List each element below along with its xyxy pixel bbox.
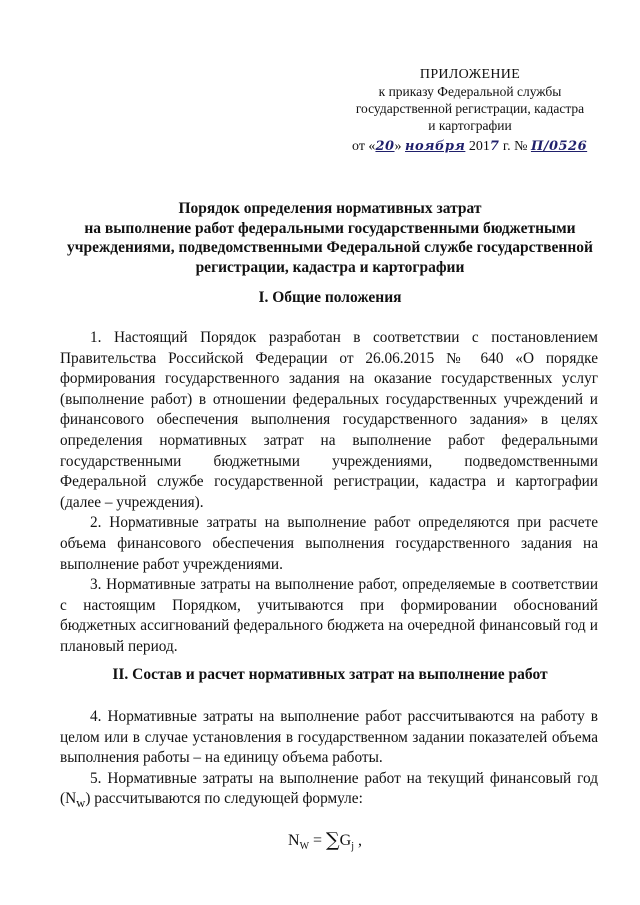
appendix-line: государственной регистрации, кадастра: [355, 101, 585, 116]
order-year-digit-handwritten: 7: [489, 139, 500, 154]
paragraph-1: 1. Настоящий Порядок разработан в соответствии с постановлением Правительства Российской Федерации от 26.06.2015 № 640 «О порядке формирования государственного задания на оказание государственных услуг (выполнение работ) в отношении федеральных государственных учреждений и финансового обеспечения выполнения государственного задания» в целях определения нормативных затрат на выполнение работ федеральными государственными бюджетными учреждениями, подведомственными Федеральной службе государственной регистрации, кадастра и картографии (далее – учреждения).: [60, 329, 598, 511]
order-number-handwritten: П/0526: [530, 139, 588, 154]
formula-lhs-sub: W: [299, 841, 310, 853]
appendix-title: ПРИЛОЖЕНИЕ: [419, 67, 521, 82]
order-prefix: от «: [352, 139, 376, 154]
paragraph-5: [60, 769, 598, 814]
paragraph-5-end: ) рассчитываются по следующей формуле:: [85, 790, 363, 808]
sum-symbol: ∑: [326, 829, 340, 851]
section-1-heading: I. Общие положения: [258, 289, 402, 306]
section-2-heading: II. Состав и расчет нормативных затрат на выполнение работ: [112, 666, 548, 683]
title-line: регистрации, кадастра и картографии: [195, 258, 465, 276]
formula-lhs: N: [288, 832, 300, 849]
order-year-prefix: 201: [465, 139, 490, 154]
formula-rhs-sub: j: [351, 841, 354, 853]
order-month-handwritten: ноября: [405, 139, 466, 154]
appendix-header: [330, 66, 610, 134]
title-line: на выполнение работ федеральными государственными бюджетными: [84, 219, 576, 237]
formula-eq: =: [309, 832, 327, 849]
order-mid1: »: [394, 139, 406, 154]
formula-rhs: G: [339, 832, 352, 849]
paragraph-5-subscript: w: [76, 796, 86, 811]
formula: [288, 829, 362, 852]
formula-tail: ,: [353, 832, 362, 849]
paragraph-3: 3. Нормативные затраты на выполнение работ, определяемые в соответствии с настоящим Порядком, учитываются при формировании обоснований бюджетных ассигнований федерального бюджета на очередной финансовый год и плановый период.: [60, 576, 598, 655]
section-1-body: [60, 328, 598, 658]
order-date-number: [352, 139, 612, 155]
appendix-line: и картографии: [428, 118, 512, 133]
section-2-body: [60, 707, 598, 814]
order-mid2: г. №: [499, 139, 531, 154]
order-day-handwritten: 20: [375, 139, 395, 154]
title-line: Порядок определения нормативных затрат: [178, 200, 482, 217]
title-line: учреждениями, подведомственными Федеральной службе государственной: [67, 239, 593, 256]
appendix-line: к приказу Федеральной службы: [378, 84, 562, 99]
document-title: [60, 199, 600, 277]
paragraph-2: 2. Нормативные затраты на выполнение работ определяются при расчете объема финансового обеспечения выполнения государственного задания на выполнение работ учреждениями.: [60, 514, 598, 573]
paragraph-4: 4. Нормативные затраты на выполнение работ рассчитываются на работу в целом или в случае установления в государственном задании показателей объема выполнения работы – на единицу объема работы.: [60, 708, 598, 767]
paragraph-5-start: 5. Нормативные затраты на выполнение работ на текущий финансовый год (N: [60, 769, 598, 808]
